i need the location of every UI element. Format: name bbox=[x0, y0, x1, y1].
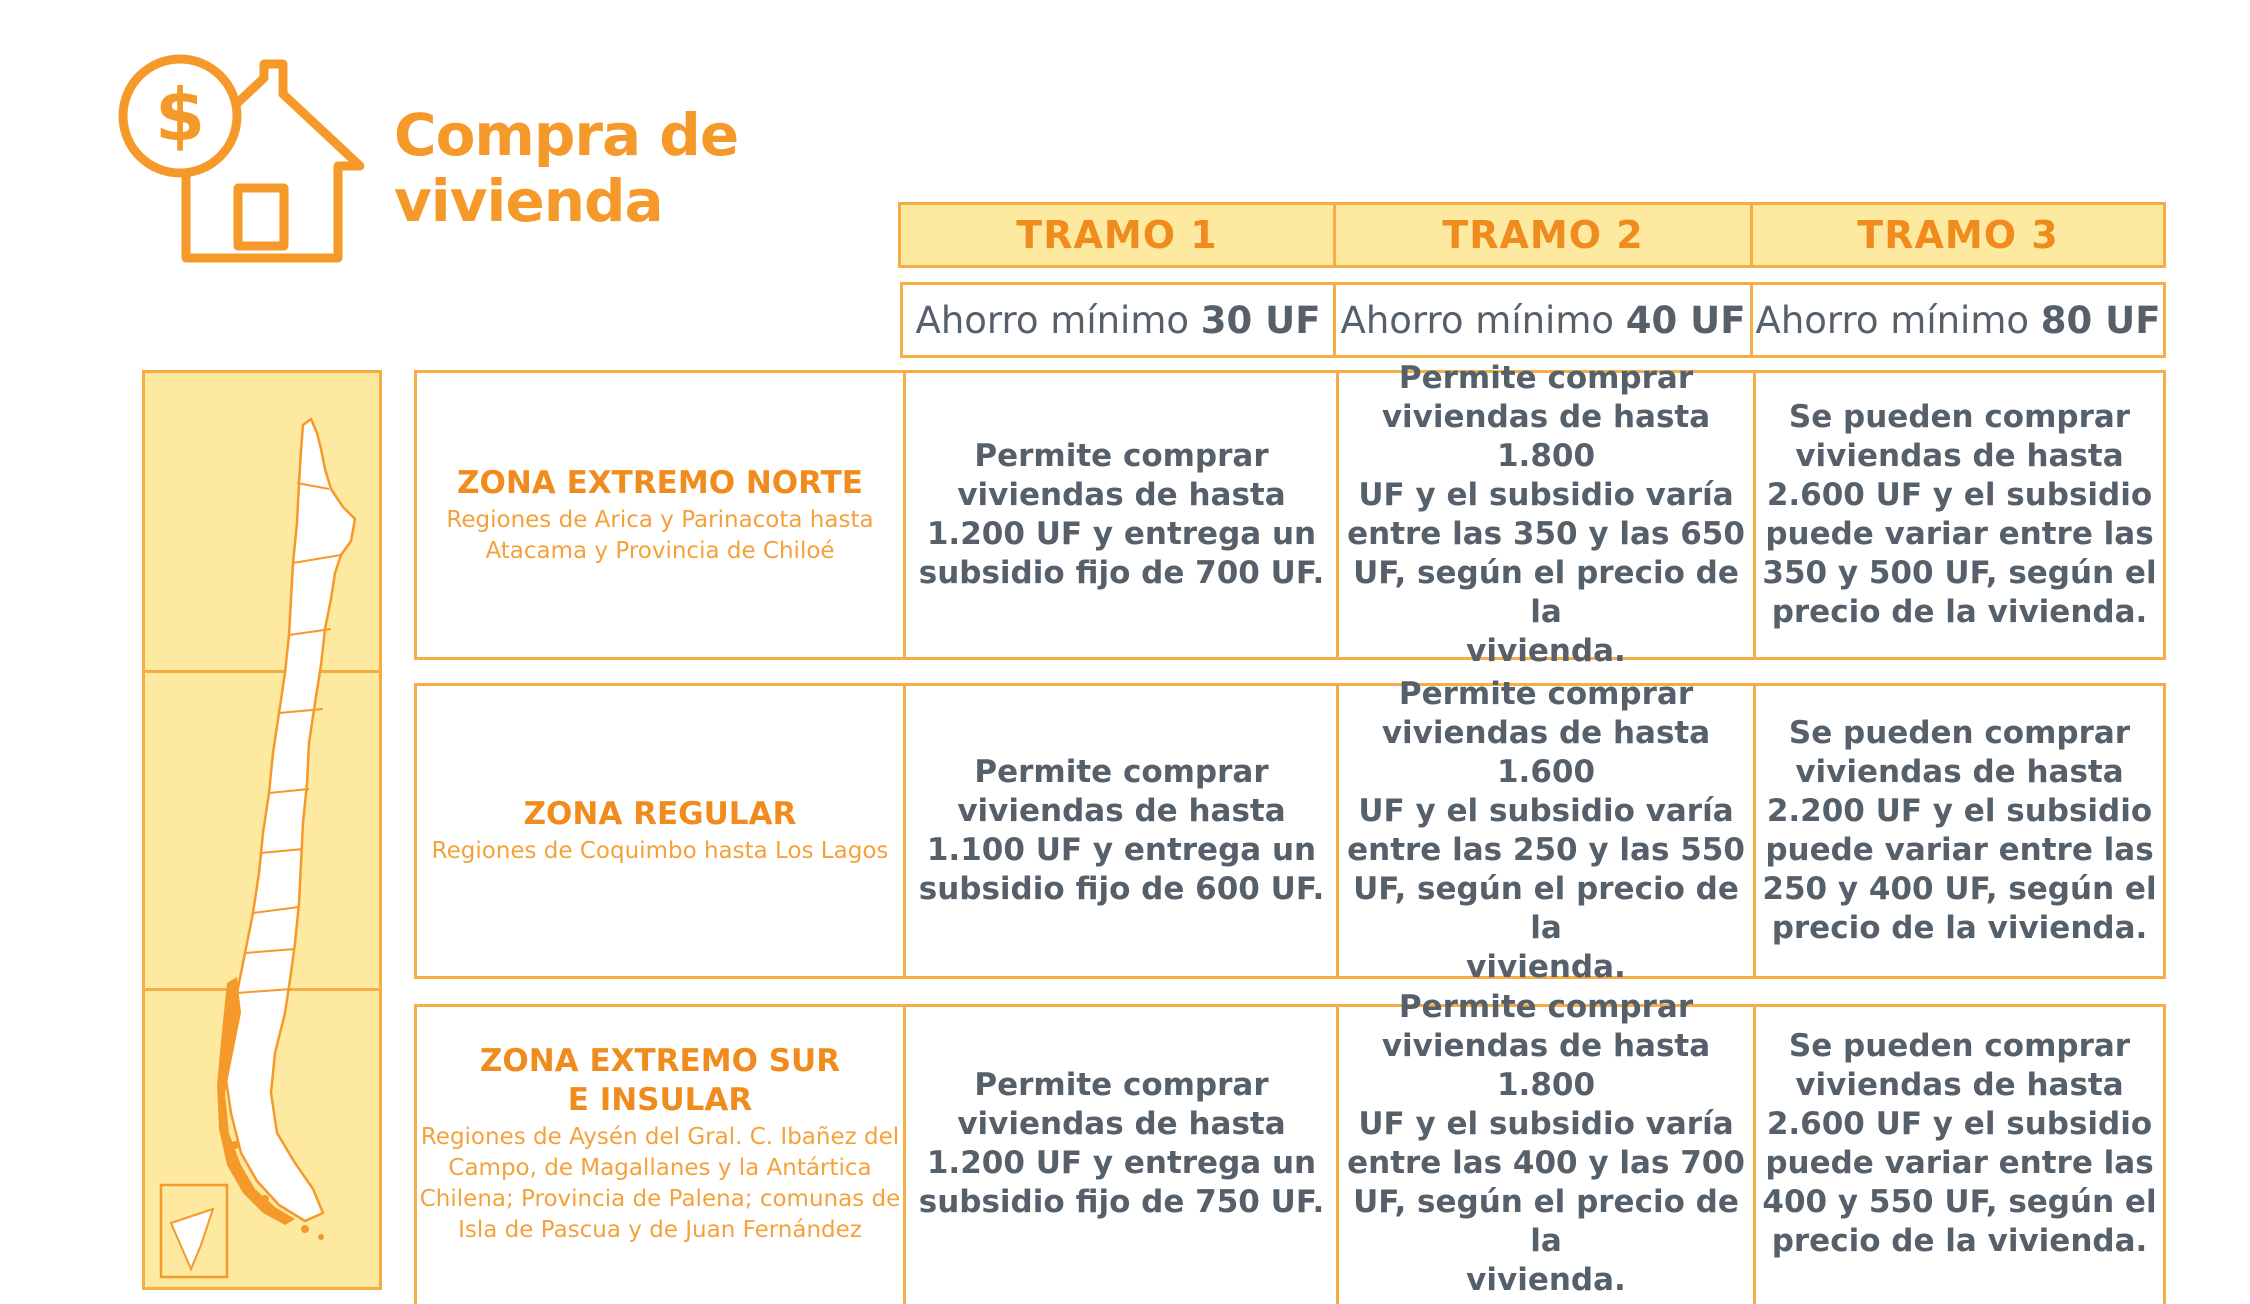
cell-line: 1.200 UF y entrega un bbox=[926, 1144, 1317, 1181]
savings-value: 40 UF bbox=[1625, 298, 1746, 342]
zone-row-regular bbox=[414, 676, 2166, 985]
zone-label bbox=[417, 686, 903, 976]
cell-line: puede variar entre las bbox=[1765, 832, 2154, 868]
tramo-1-savings bbox=[900, 282, 1336, 358]
savings-prefix: Ahorro mínimo bbox=[1340, 298, 1615, 342]
zone-row-extremo-sur bbox=[414, 988, 2166, 1304]
savings-value: 80 UF bbox=[2040, 298, 2161, 342]
tramo-2-cell bbox=[1339, 988, 1753, 1298]
cell-line: subsidio fijo de 750 UF. bbox=[918, 1183, 1325, 1220]
cell-line: viviendas de hasta bbox=[1795, 754, 2124, 790]
cell-line: subsidio fijo de 700 UF. bbox=[918, 555, 1325, 591]
zone-label bbox=[417, 1007, 903, 1280]
tramo-1-header: TRAMO 1 bbox=[898, 202, 1336, 268]
cell-line: entre las 350 y las 650 bbox=[1347, 516, 1745, 552]
svg-text:$: $ bbox=[154, 73, 206, 157]
tramo-3-savings bbox=[1750, 282, 2166, 358]
cell-line: UF, según el precio de la bbox=[1353, 1183, 1739, 1259]
house-dollar-icon bbox=[118, 48, 368, 270]
cell-line: 250 y 400 UF, según el bbox=[1762, 871, 2157, 907]
savings-prefix: Ahorro mínimo bbox=[915, 298, 1190, 342]
page-title-line1: Compra de bbox=[394, 101, 739, 169]
cell-line: 2.600 UF y el subsidio bbox=[1766, 1105, 2153, 1142]
cell-line: precio de la vivienda. bbox=[1771, 910, 2148, 946]
cell-line: Permite comprar bbox=[974, 754, 1269, 790]
cell-line: entre las 400 y las 700 bbox=[1347, 1144, 1745, 1181]
cell-line: 2.600 UF y el subsidio bbox=[1766, 477, 2153, 513]
cell-line: viviendas de hasta bbox=[1795, 1066, 2124, 1103]
tramo-2-savings bbox=[1333, 282, 1753, 358]
cell-line: Permite comprar bbox=[974, 1066, 1269, 1103]
cell-line: UF y el subsidio varía bbox=[1358, 477, 1734, 513]
zone-row-extremo-norte bbox=[414, 360, 2166, 669]
tramo-2-cell bbox=[1339, 360, 1753, 669]
cell-line: viviendas de hasta bbox=[957, 793, 1286, 829]
zone-desc bbox=[420, 1122, 900, 1246]
tramo-1-cell bbox=[906, 686, 1337, 976]
cell-line: puede variar entre las bbox=[1765, 516, 2154, 552]
cell-line: Permite comprar bbox=[1398, 676, 1694, 712]
cell-line: viviendas de hasta bbox=[957, 1105, 1286, 1142]
zone-desc bbox=[446, 505, 873, 567]
cell-line: viviendas de hasta bbox=[957, 477, 1286, 513]
zone-desc-line: Regiones de Coquimbo hasta Los Lagos bbox=[431, 838, 889, 864]
cell-line: UF y el subsidio varía bbox=[1358, 1105, 1734, 1142]
cell-line: viviendas de hasta bbox=[1795, 438, 2124, 474]
zone-desc-line: Regiones de Arica y Parinacota hasta bbox=[446, 506, 874, 533]
cell-line: vivienda. bbox=[1466, 949, 1626, 985]
cell-line: viviendas de hasta 1.800 bbox=[1381, 1027, 1711, 1103]
zone-desc-line: Atacama y Provincia de Chiloé bbox=[485, 537, 835, 564]
cell-line: viviendas de hasta 1.600 bbox=[1381, 715, 1711, 790]
cell-line: 1.100 UF y entrega un bbox=[926, 832, 1317, 868]
zone-desc bbox=[432, 836, 889, 867]
cell-line: entre las 250 y las 550 bbox=[1347, 832, 1745, 868]
cell-line: 1.200 UF y entrega un bbox=[926, 516, 1317, 552]
cell-line: puede variar entre las bbox=[1765, 1144, 2154, 1181]
zone-name: ZONA REGULAR bbox=[523, 796, 797, 832]
zone-name: ZONA EXTREMO NORTE bbox=[457, 464, 863, 501]
cell-line: vivienda. bbox=[1466, 1261, 1626, 1298]
cell-line: UF y el subsidio varía bbox=[1358, 793, 1734, 829]
tramo-1-cell bbox=[906, 373, 1337, 657]
zone-desc-line: Campo, de Magallanes y la Antártica bbox=[448, 1154, 872, 1181]
savings-prefix: Ahorro mínimo bbox=[1755, 298, 2030, 342]
cell-line: UF, según el precio de la bbox=[1353, 555, 1739, 630]
tramo-2-cell bbox=[1339, 676, 1753, 985]
cell-line: Se pueden comprar bbox=[1788, 399, 2131, 435]
zone-desc-line: Isla de Pascua y de Juan Fernández bbox=[458, 1216, 862, 1243]
cell-line: Se pueden comprar bbox=[1788, 715, 2131, 751]
zone-desc-line: Regiones de Aysén del Gral. C. Ibañez del bbox=[420, 1123, 900, 1150]
cell-line: 350 y 500 UF, según el bbox=[1762, 555, 2157, 591]
tramo-3-cell bbox=[1756, 373, 2163, 657]
page-title bbox=[394, 102, 814, 234]
page-title-line2: vivienda bbox=[394, 167, 663, 235]
zone-name-line2: E INSULAR bbox=[567, 1081, 753, 1118]
cell-line: 400 y 550 UF, según el bbox=[1762, 1183, 2157, 1220]
savings-value: 30 UF bbox=[1200, 298, 1321, 342]
chile-map-icon bbox=[145, 373, 379, 1287]
cell-line: Se pueden comprar bbox=[1788, 1027, 2131, 1064]
zone-desc-line: Chilena; Provincia de Palena; comunas de bbox=[419, 1185, 901, 1212]
tramo-3-header: TRAMO 3 bbox=[1750, 202, 2166, 268]
tramo-3-cell bbox=[1756, 686, 2163, 976]
cell-line: UF, según el precio de la bbox=[1353, 871, 1739, 946]
zone-label bbox=[417, 373, 903, 657]
cell-line: Permite comprar bbox=[1398, 988, 1694, 1025]
cell-line: Permite comprar bbox=[1398, 360, 1694, 396]
cell-line: 2.200 UF y el subsidio bbox=[1766, 793, 2153, 829]
tramo-3-cell bbox=[1756, 1007, 2163, 1280]
cell-line: precio de la vivienda. bbox=[1771, 1222, 2148, 1259]
cell-line: viviendas de hasta 1.800 bbox=[1381, 399, 1711, 474]
zone-name: ZONA EXTREMO SUR bbox=[479, 1042, 841, 1079]
map-panel bbox=[142, 370, 382, 1290]
cell-line: Permite comprar bbox=[974, 438, 1269, 474]
tramo-1-cell bbox=[906, 1007, 1337, 1280]
tramo-2-header: TRAMO 2 bbox=[1333, 202, 1753, 268]
cell-line: subsidio fijo de 600 UF. bbox=[918, 871, 1325, 907]
cell-line: precio de la vivienda. bbox=[1771, 594, 2148, 630]
cell-line: vivienda. bbox=[1466, 633, 1626, 669]
